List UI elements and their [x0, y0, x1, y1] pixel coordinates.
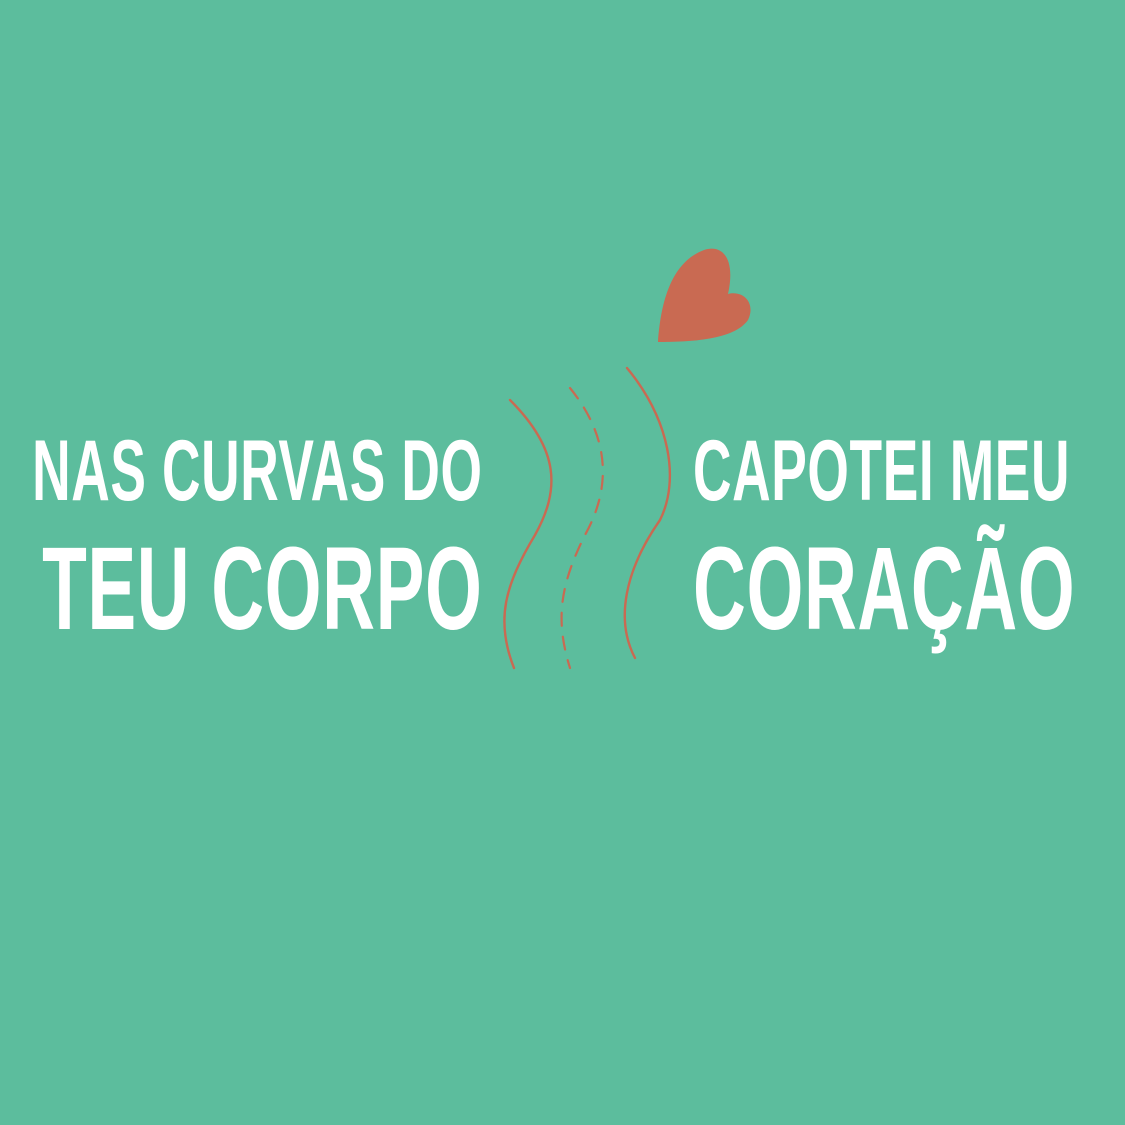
right-phrase-line-1: CAPOTEI MEU — [693, 423, 1071, 519]
right-phrase-line-2: CORAÇÃO — [693, 523, 1076, 655]
left-phrase — [32, 423, 483, 655]
left-phrase-line-2: TEU CORPO — [42, 523, 483, 655]
right-phrase — [693, 423, 1076, 655]
road-center-dashes — [562, 388, 603, 668]
heart-icon — [658, 249, 751, 342]
road-right-edge — [625, 368, 670, 658]
left-phrase-line-1: NAS CURVAS DO — [32, 423, 483, 519]
road-left-edge — [504, 400, 551, 668]
